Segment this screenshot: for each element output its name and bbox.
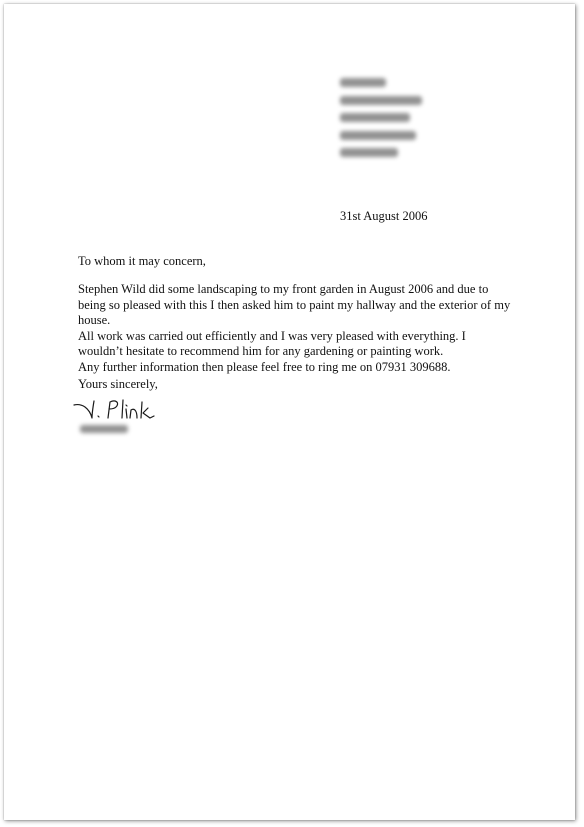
handwritten-signature xyxy=(68,392,164,428)
body-line: Any further information then please feel free to ring me on 07931 309688. xyxy=(78,359,451,374)
body-line: All work was carried out efficiently and I was very pleased with everything. I xyxy=(78,328,466,343)
salutation: To whom it may concern, xyxy=(78,254,206,268)
body-line: being so pleased with this I then asked him to paint my hallway and the exterior of my xyxy=(78,297,511,312)
address-line-2-redacted xyxy=(340,96,422,105)
letter-page xyxy=(4,4,575,820)
closing: Yours sincerely, xyxy=(78,377,158,391)
body-line: house. xyxy=(78,313,111,327)
body-line: wouldn’t hesitate to recommend him for any gardening or painting work. xyxy=(78,344,444,358)
address-line-3-redacted xyxy=(340,113,410,122)
signer-name-redacted xyxy=(80,425,128,433)
body-line: Stephen Wild did some landscaping to my front garden in August 2006 and due to xyxy=(78,282,489,296)
letter-body xyxy=(78,282,511,375)
address-line-5-redacted xyxy=(340,148,398,157)
letter-date: 31st August 2006 xyxy=(340,209,428,223)
address-line-1-redacted xyxy=(340,78,386,87)
address-line-4-redacted xyxy=(340,131,416,140)
